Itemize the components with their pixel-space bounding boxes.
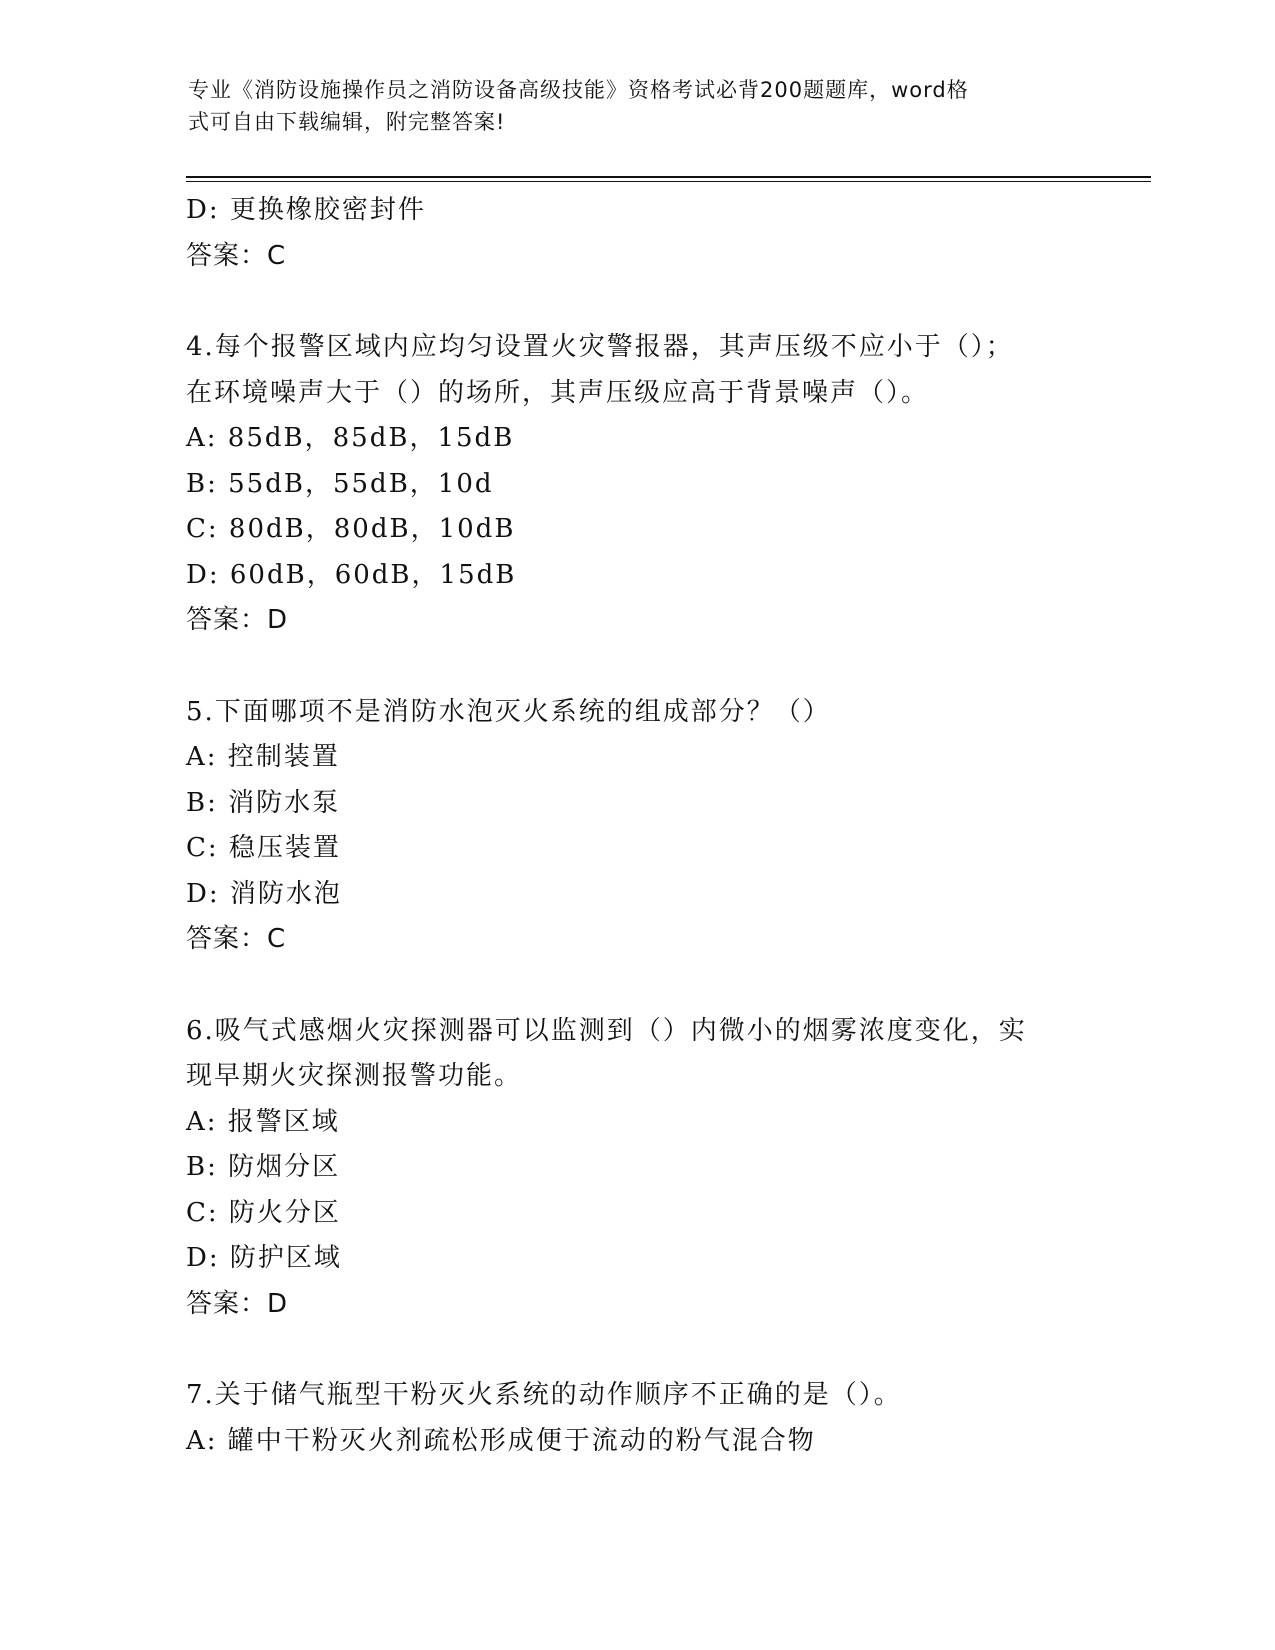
header-line-2: 式可自由下载编辑，附完整答案! (188, 110, 506, 134)
option-c: C: 防火分区 (186, 1197, 341, 1228)
answer: 答案：D (186, 1288, 289, 1319)
document-header (188, 74, 1068, 138)
question-text: 7.关于储气瓶型干粉灭火系统的动作顺序不正确的是（）。 (186, 1380, 902, 1410)
answer: 答案：D (186, 605, 289, 635)
question-5 (186, 690, 1086, 963)
option-c: C: 稳压装置 (186, 833, 341, 863)
question-text: 现早期火灾探测报警功能。 (186, 1061, 523, 1091)
header-divider-thin (186, 181, 1151, 182)
option-a: A: 85dB，85dB，15dB (186, 423, 515, 453)
option-a: A: 罐中干粉灭火剂疏松形成便于流动的粉气混合物 (186, 1425, 816, 1456)
answer: 答案：C (186, 924, 287, 954)
option-c: C: 80dB，80dB，10dB (186, 514, 516, 544)
option-b: B: 55dB，55dB，10d (186, 468, 494, 499)
question-list (186, 188, 1086, 1464)
option-d: D: 更换橡胶密封件 (186, 195, 426, 225)
question-6 (186, 1009, 1086, 1328)
header-divider-thick (186, 176, 1151, 178)
option-d: D: 防护区域 (186, 1243, 342, 1273)
option-d: D: 60dB，60dB，15dB (186, 559, 517, 590)
header-line-1: 专业《消防设施操作员之消防设备高级技能》资格考试必背200题题库，word格 (188, 78, 969, 102)
option-a: A: 报警区域 (186, 1106, 340, 1137)
answer: 答案：C (186, 240, 287, 271)
question-text: 6.吸气式感烟火灾探测器可以监测到（）内微小的烟雾浓度变化，实 (186, 1015, 1027, 1046)
question-4 (186, 325, 1086, 644)
option-b: B: 消防水泵 (186, 787, 341, 818)
option-d: D: 消防水泡 (186, 878, 342, 909)
option-a: A: 控制装置 (186, 742, 340, 772)
question-7 (186, 1373, 1086, 1464)
question-text: 4.每个报警区域内应均匀设置火灾警报器，其声压级不应小于（）； (186, 332, 1014, 362)
option-b: B: 防烟分区 (186, 1152, 341, 1182)
question-text: 5.下面哪项不是消防水泡灭火系统的组成部分？（） (186, 696, 831, 727)
question-text: 在环境噪声大于（）的场所，其声压级应高于背景噪声（）。 (186, 377, 930, 408)
